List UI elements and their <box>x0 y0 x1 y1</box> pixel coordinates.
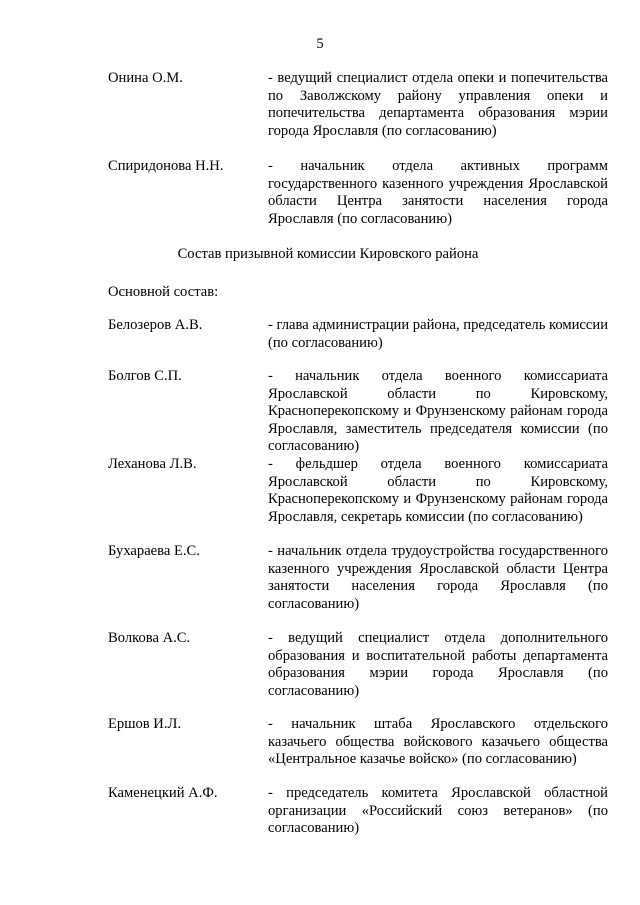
member-entry <box>108 785 608 838</box>
member-name: Волкова А.С. <box>108 630 191 646</box>
member-entry <box>108 716 608 769</box>
member-role: - начальник штаба Ярославского отдельского казачьего общества войскового казачьего общества «Центральное казачье войско» (по согласованию) <box>268 716 608 767</box>
subsection-title: Основной состав: <box>108 284 219 300</box>
member-entry <box>108 158 608 228</box>
member-name: Леханова Л.В. <box>108 456 197 472</box>
member-entry <box>108 543 608 613</box>
member-role: - начальник отдела военного комиссариата Ярославской области по Кировскому, Красноперекопскому и Фрунзенскому районам города Ярославля, заместитель председателя комиссии (по согласованию) <box>268 368 608 454</box>
member-entry <box>108 630 608 700</box>
member-role: - ведущий специалист отдела опеки и попечительства по Заволжскому району управления опеки и попечительства департамента образования мэрии города Ярославля (по согласованию) <box>268 70 608 139</box>
member-name: Онина О.М. <box>108 70 183 86</box>
member-entry <box>108 368 608 456</box>
member-role: - глава администрации района, председатель комиссии (по согласованию) <box>268 317 608 351</box>
member-role: - председатель комитета Ярославской областной организации «Российский союз ветеранов» (по согласованию) <box>268 785 608 836</box>
member-name: Спиридонова Н.Н. <box>108 158 224 174</box>
page-number: 5 <box>316 36 324 52</box>
member-role: - фельдшер отдела военного комиссариата Ярославской области по Кировскому, Красноперекопскому и Фрунзенскому районам города Ярославля, секретарь комиссии (по согласованию) <box>268 456 608 525</box>
member-role: - начальник отдела трудоустройства государственного казенного учреждения Ярославской области Центра занятости населения города Ярославля (по согласованию) <box>268 543 608 612</box>
member-name: Ершов И.Л. <box>108 716 182 732</box>
member-name: Каменецкий А.Ф. <box>108 785 218 801</box>
section-title: Состав призывной комиссии Кировского района <box>177 246 479 262</box>
member-entry <box>108 70 608 140</box>
member-name: Белозеров А.В. <box>108 317 203 333</box>
member-entry <box>108 456 608 526</box>
member-name: Болгов С.П. <box>108 368 182 384</box>
member-role: - начальник отдела активных программ государственного казенного учреждения Ярославской области Центра занятости населения города Ярославля (по согласованию) <box>268 158 608 227</box>
member-role: - ведущий специалист отдела дополнительного образования и воспитательной работы департамента образования мэрии города Ярославля (по согласованию) <box>268 630 608 699</box>
member-name: Бухараева Е.С. <box>108 543 200 559</box>
member-entry <box>108 317 608 352</box>
